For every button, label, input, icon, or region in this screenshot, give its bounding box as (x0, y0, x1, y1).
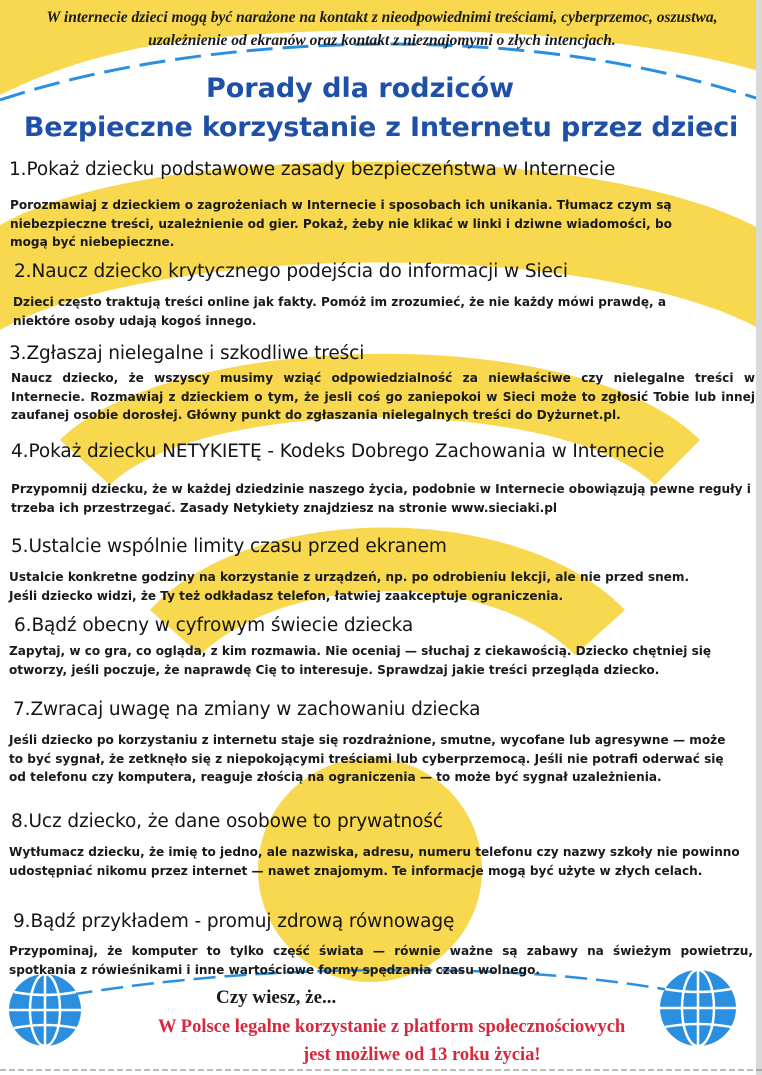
fact-line-2: jest możliwe od 13 roku życia! (303, 1045, 541, 1065)
page-title: Porady dla rodziców (205, 73, 515, 104)
tip-text-1: Porozmawiaj z dzieckiem o zagrożeniach w Internecie i sposobach ich unikania. Tłumacz czym są niebezpieczne treści, uzależnienie od gier. Pokaż, żeby nie klikać w linki i dziwne wiadomości, bo mogą być niebepieczne. (10, 198, 672, 249)
did-you-know-label: Czy wiesz, że... (216, 987, 337, 1008)
tip-text-8: Wytłumacz dziecku, że imię to jedno, ale nazwiska, adresu, numeru telefonu czy nazwy szkoły nie powinno udostępniać nikomu przez internet — nawet znajomym. Te informacje mogą być użyte w złych celach. (9, 845, 740, 878)
page-subtitle: Bezpieczne korzystanie z Internetu przez dzieci (23, 112, 739, 143)
tip-heading-5: 5.Ustalcie wspólnie limity czasu przed ekranem (11, 536, 447, 557)
tip-heading-7: 7.Zwracaj uwagę na zmiany w zachowaniu dziecka (13, 699, 481, 720)
tip-heading-9: 9.Bądź przykładem - promuj zdrową równowagę (13, 911, 455, 932)
tip-heading-6: 6.Bądź obecny w cyfrowym świecie dziecka (14, 615, 414, 636)
tip-text-6: Zapytaj, w co gra, co ogląda, z kim rozmawia. Nie oceniaj — słuchaj z ciekawością. Dziecko chętniej się otworzy, jeśli poczuje, że naprawdę Cię to interesuje. Sprawdzaj jakie treści przegląda dziecko. (9, 644, 712, 677)
tip-text-7: Jeśli dziecko po korzystaniu z internetu staje się rozdrażnione, smutne, wycofane lub agresywne — może to być sygnał, że zetknęło się z niepokojącymi treściami lub cyberprzemocą. Jeśli nie potrafi oderwać się od telefonu czy komputera, reaguje złością na ograniczenia — to może być sygnał uzależnienia. (9, 733, 726, 784)
tip-heading-2: 2.Naucz dziecko krytycznego podejścia do informacji w Sieci (14, 261, 568, 282)
tip-text-5: Ustalcie konkretne godziny na korzystanie z urządzeń, np. po odrobieniu lekcji, ale nie przed snem. Jeśli dziecko widzi, że Ty też odkładasz telefon, łatwiej zaakceptuje ograniczenia. (9, 570, 690, 603)
tip-text-4: Przypomnij dziecku, że w każdej dziedzinie naszego życia, podobnie w Internecie obowiązują pewne reguły i trzeba ich przestrzegać. Zasady Netykiety znajdziesz na stronie www.sieciaki.pl (11, 482, 751, 515)
fact-line-1: W Polsce legalne korzystanie z platform społecznościowych (158, 1017, 626, 1037)
tip-heading-3: 3.Zgłaszaj nielegalne i szkodliwe treści (9, 343, 365, 364)
tip-text-2: Dzieci często traktują treści online jak fakty. Pomóż im zrozumieć, że nie każdy mówi prawdę, a niektóre osoby udają kogoś innego. (13, 295, 667, 328)
tip-heading-1: 1.Pokaż dziecku podstawowe zasady bezpieczeństwa w Internecie (9, 159, 616, 180)
tip-text-9: Przypominaj, że komputer to tylko część świata — równie ważne są zabawy na świeżym powietrzu, spotkania z rówieśnikami i inne wartościowe formy spędzania czasu wolnego. (9, 944, 753, 977)
tip-text-3: Naucz dziecko, że wszyscy musimy wziąć odpowiedzialność za niewłaściwe czy nielegalne treści w Internecie. Rozmawiaj z dzieckiem o tym, że jesli coś go zaniepokoi w Sieci może to zgłosić Tobie lub innej zaufanej osobie dorosłej. Główny punkt do zgłaszania nielegalnych treści do Dyżurnet.pl. (11, 371, 755, 422)
tip-heading-8: 8.Ucz dziecko, że dane osobowe to prywatność (11, 811, 443, 832)
tip-heading-4: 4.Pokaż dziecku NETYKIETĘ - Kodeks Dobrego Zachowania w Internecie (11, 441, 665, 462)
intro-text: W internecie dzieci mogą być narażone na kontakt z nieodpowiednimi treściami, cyberprzemoc, oszustwa, uzależnienie od ekranów oraz kontakt z nieznajomymi o złych intencjach. (46, 9, 718, 49)
